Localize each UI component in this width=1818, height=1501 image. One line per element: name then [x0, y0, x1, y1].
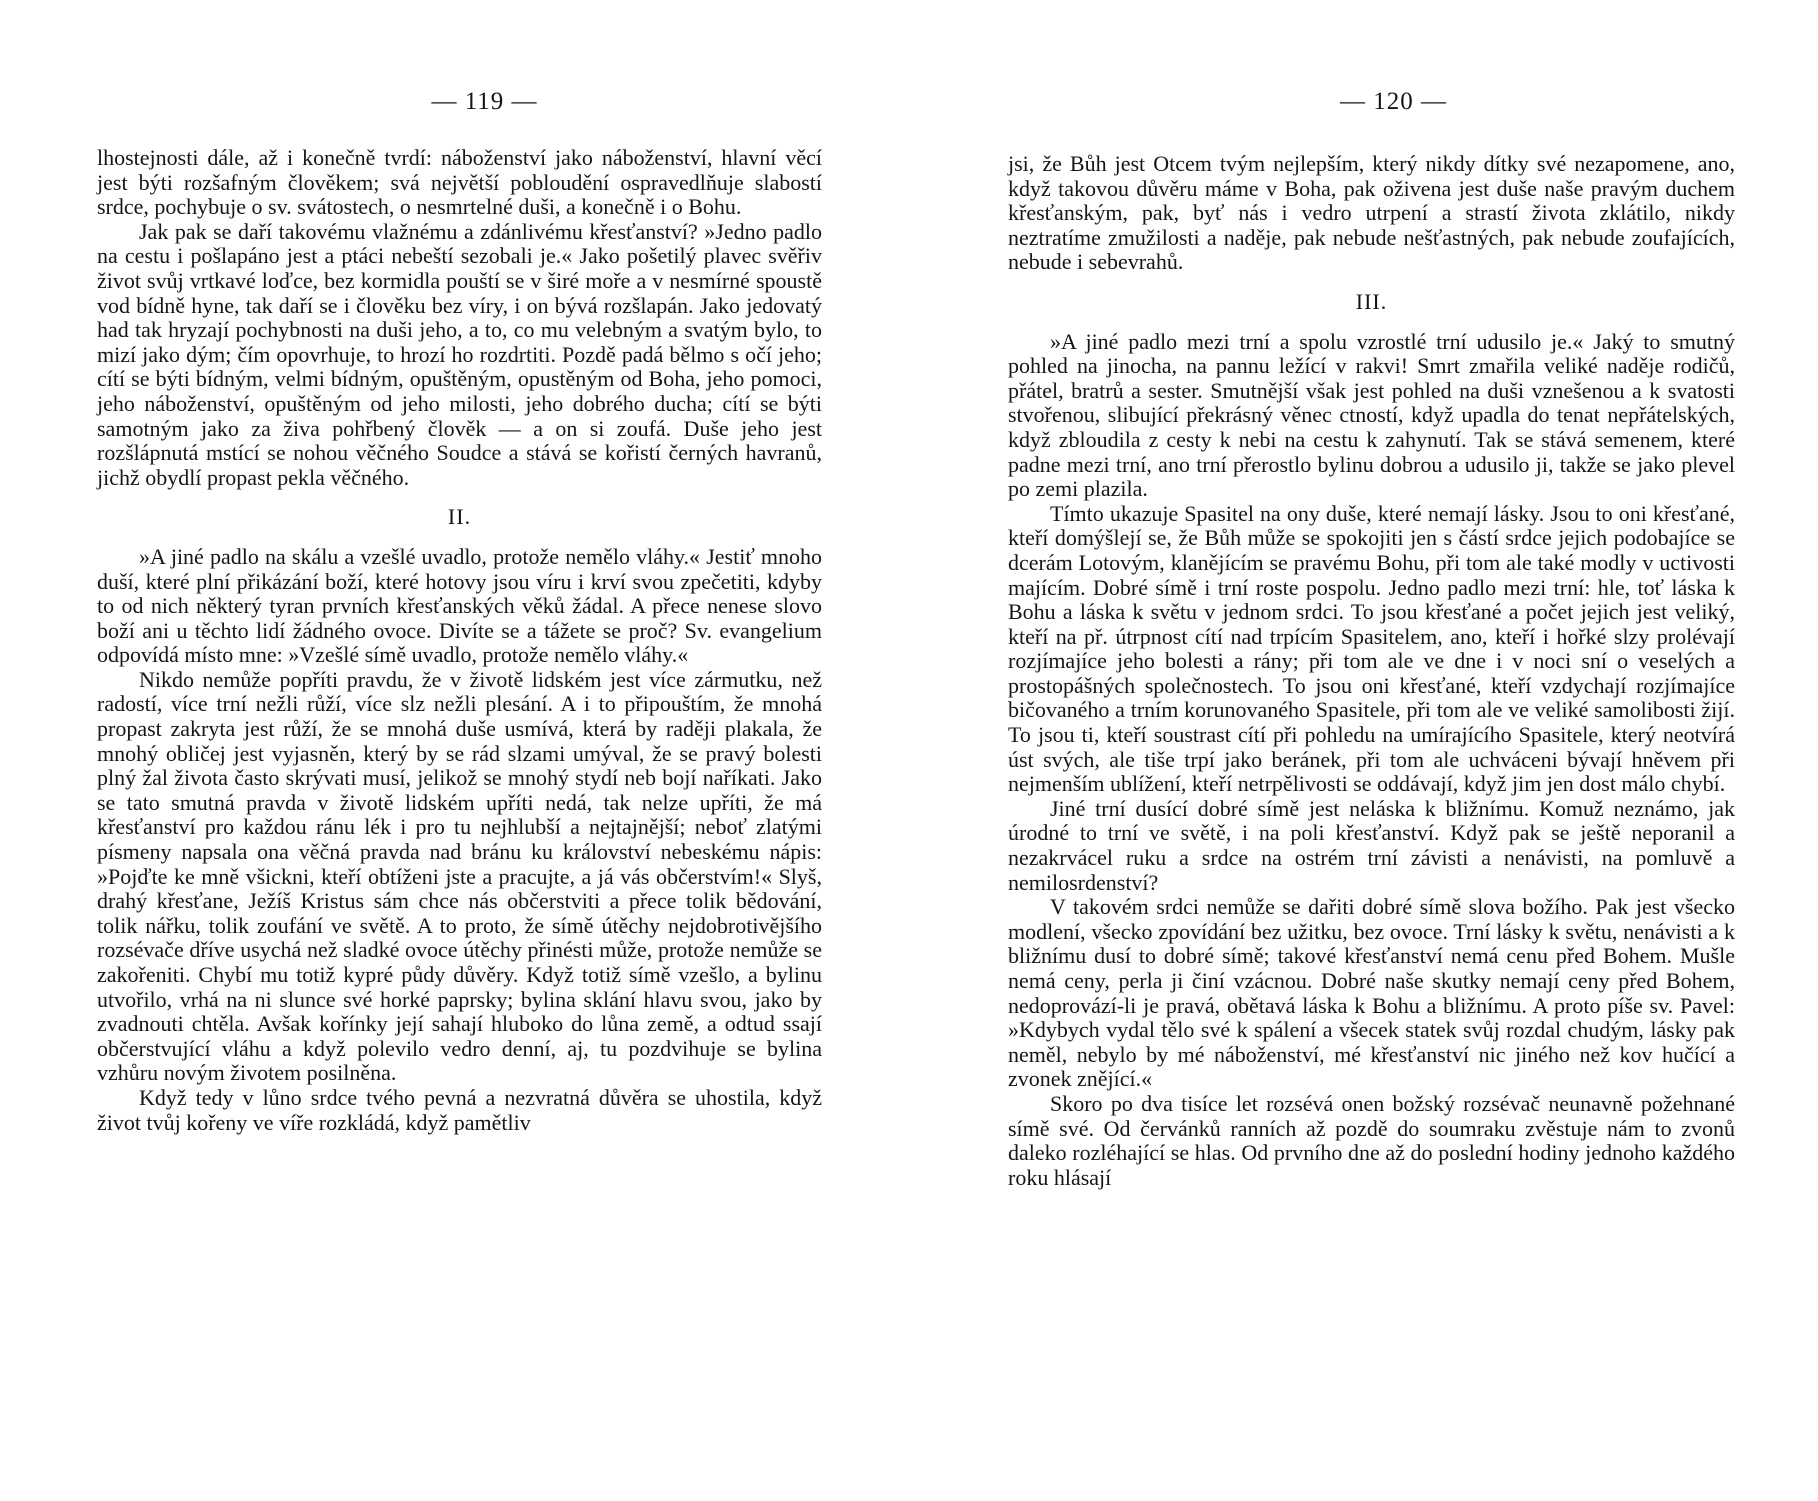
- paragraph: »A jiné padlo mezi trní a spolu vzrostlé trní udusilo je.« Jaký to smutný pohled na jinocha, na pannu ležící v rakvi! Smrt zmařila veliké naděje rodičů, přátel, bratrů a sester. Smutnější však jest pohled na duši vznešenou a k svatosti stvořenou, slibující překrásný věnec ctností, když upadla do tenat nepřátelských, když zbloudila z cesty k nebi na cestu k zahynutí. Tak se stává semenem, které padne mezi trní, ano trní přerostlo bylinu dobrou a udusilo ji, takže se jako plevel po zemi plazila.: [1008, 328, 1735, 502]
- page-text: [1008, 152, 1735, 1190]
- paragraph: V takovém srdci nemůže se dařiti dobré símě slova božího. Pak jest všecko modlení, všecko zpovídání bez užitku, bez ovoce. Trní lásky k světu, nenávisti a k bližnímu dusí to dobré símě; takové křesťanství nemá cenu před Bohem. Mušle nemá ceny, perla ji činí vzácnou. Dobré naše skutky nemají ceny před Bohem, nedoprovází-li je pravá, obětavá láska k Bohu a bližnímu. A proto píše sv. Pavel: »Kdybych vydal tělo své k spálení a všecek statek svůj rozdal chudým, lásky pak neměl, nebylo by mé náboženství, mé křesťanství nic jiného než kov hučící a zvonek znějící.«: [1008, 894, 1735, 1092]
- paragraph: Skoro po dva tisíce let rozsévá onen božský rozsévač neunavně požehnané símě své. Od červánků ranních až pozdě do soumraku zvěstuje nám to zvonů daleko rozléhající se hlas. Od prvního dne až do poslední hodiny jednoho každého roku hlásají: [1008, 1090, 1735, 1190]
- page-number: — 119 —: [431, 88, 538, 115]
- section-heading: III.: [1355, 288, 1388, 314]
- paragraph: Jiné trní dusící dobré símě jest neláska k bližnímu. Komuž neznámo, jak úrodné to trní ve světě, i na poli křesťanství. Když pak se ještě neporanil a nezakrvácel ruku a srdce na ostrém trní závisti a nenávisti, na pomluvě a nemilosrdenství?: [1008, 795, 1735, 895]
- page-text: [97, 146, 822, 1135]
- paragraph: »A jiné padlo na skálu a vzešlé uvadlo, protože nemělo vláhy.« Jestiť mnoho duší, které plní přikázání boží, které hotovy jsou víru i krví svou zpečetiti, kdyby to od nich některý tyran prvních křesťanských věků žádal. A přece nenese slovo boží ani u těchto lidí žádného ovoce. Divíte se a tážete se proč? Sv. evangelium odpovídá místo mne: »Vzešlé símě uvadlo, protože nemělo vláhy.«: [97, 543, 822, 668]
- paragraph: Nikdo nemůže popříti pravdu, že v životě lidském jest více zármutku, než radostí, více trní nežli růží, více slz nežli plesání. A i to připouštím, že mnohá propast zakryta jest růží, že se mnohá duše usmívá, která by raději plakala, že mnohý obličej jest vyjasněn, který by se rád slzami umýval, že se pravý bolesti plný žal života často skrývati musí, jelikož se mnohý stydí neb bojí naříkati. Jako se tato smutná pravda v životě lidském upříti nedá, tak nelze upříti, že má křesťanství pro každou ránu lék i pro tu nejhlubší a nejtajnější; neboť zlatými písmeny napsala ona věčná pravda nad bránu ku království nebeskému nápis: »Pojďte ke mně všickni, kteří obtíženi jste a pracujte, a já vás občerstvím!« Slyš, drahý křesťane, Ježíš Kristus sám chce nás občerstviti a přece tolik bědování, tolik nářku, tolik zoufání ve světě. A to proto, že símě útěchy nejdobrotivějšího rozsévače dříve usychá než sladké ovoce útěchy přinésti může, protože nemůže se zakořeniti. Chybí mu totiž kypré půdy důvěry. Když totiž símě vzešlo, a bylinu utvořilo, vrhá na ni slunce své horké paprsky; bylina sklání hlavu svou, jako by zvadnouti chtěla. Avšak kořínky její sahají hluboko do lůna země, a odtud ssají občerstvující vláhu a když polevilo vedro denní, aj, tu pozdvihuje se bylina vzhůru novým životem posilněna.: [97, 666, 822, 1086]
- right-page: [909, 0, 1818, 1501]
- paragraph: Jak pak se daří takovému vlažnému a zdánlivému křesťanství? »Jedno padlo na cestu i pošlapáno jest a ptáci nebeští sezobali je.« Jako pošetilý plavec svěřiv život svůj vrtkavé loďce, bez kormidla pouští se v širé moře a v nesmírné spoustě vod bídně hyne, tak daří se i člověku bez víry, i on bývá rozšlapán. Jako jedovatý had tak hryzají pochybnosti na duši jeho, a to, co mu velebným a svatým bylo, to mizí jako dým; čím opovrhuje, to hrozí ho rozdrtiti. Pozdě padá bělmo s očí jeho; cítí se býti bídným, velmi bídným, opuštěným, opustěným od Boha, jeho pomoci, jeho náboženství, opuštěným od jeho milosti, jeho dobrého ducha; cítí se býti samotným jako za živa pohřbený člověk — a on si zoufá. Duše jeho jest rozšlápnutá mstící se nohou věčného Soudce a stává se kořistí černých havranů, jichž obydlí propast pekla věčného.: [97, 218, 822, 490]
- paragraph: jsi, že Bůh jest Otcem tvým nejlepším, který nikdy dítky své nezapomene, ano, když takovou důvěru máme v Boha, pak oživena jest duše naše pravým duchem křesťanským, pak, byť nás i vedro utrpení a strastí života zklátilo, nikdy neztratíme zmužilosti a naděje, pak nebude nešťastných, pak nebude zoufajících, nebude i sebevrahů.: [1008, 151, 1735, 275]
- paragraph: Tímto ukazuje Spasitel na ony duše, které nemají lásky. Jsou to oni křesťané, kteří domýšlejí se, že Bůh může se spokojiti jen s částí srdce jejich podobajíce se dcerám Lotovým, klanějícím se pravému Bohu, při tom ale také modly v uctivosti majícím. Dobré símě i trní roste pospolu. Jedno padlo mezi trní: hle, toť láska k Bohu a láska k světu v jednom srdci. To jsou křesťané a počet jejich jest veliký, kteří na př. útrpnost cítí nad trpícím Spasitelem, ano, kteří i hořké slzy prolévají rozjímajíce jeho bolesti a rány; při tom ale ve dne i v noci sní o veselých a prostopášných společnostech. To jsou oni křesťané, kteří vzdychají rozjímajíce bičovaného a trním korunovaného Spasitele, při tom ale ve veliké samolibosti žijí. To jsou ti, kteří soustrast cítí při pohledu na umírajícího Spasitele, který neotvírá úst svých, ale tiše trpí jako beránek, při tom ale uchváceni bývají hněvem při nejmenším ublížení, kteří netrpělivosti se oddávají, když jim jen dost málo chybí.: [1008, 500, 1735, 797]
- page-number: — 120 —: [1340, 88, 1447, 115]
- paragraph: Když tedy v lůno srdce tvého pevná a nezvratná důvěra se uhostila, když život tvůj kořeny ve víře rozkládá, když pamětliv: [97, 1084, 822, 1135]
- section-heading: II.: [447, 504, 472, 530]
- paragraph: lhostejnosti dále, až i konečně tvrdí: náboženství jako náboženství, hlavní věcí jest býti rozšafným člověkem; svá největší pobloudění ospravedlňuje slabostí srdce, pochybuje o sv. svátostech, o nesmrtelné duši, a konečně i o Bohu.: [97, 145, 822, 220]
